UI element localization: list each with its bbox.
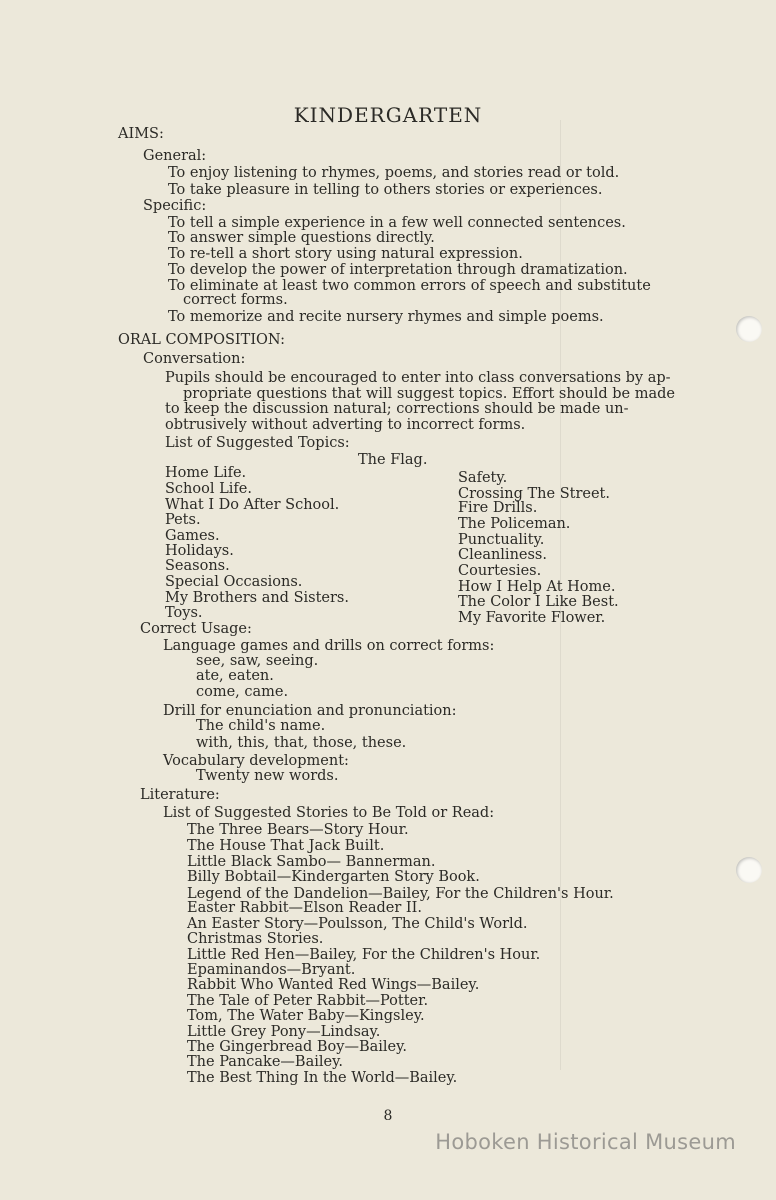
drill-item: The child's name.: [196, 718, 326, 734]
story-item: The Three Bears—Story Hour.: [187, 822, 409, 838]
topic-item: What I Do After School.: [165, 497, 340, 513]
general-aim: To take pleasure in telling to others stories or experiences.: [168, 182, 603, 198]
general-heading: General:: [143, 148, 207, 164]
topic-item: Punctuality.: [458, 532, 545, 548]
story-item: The Tale of Peter Rabbit—Potter.: [187, 993, 429, 1009]
topic-item: Safety.: [458, 470, 508, 486]
topic-item: Games.: [165, 528, 220, 544]
specific-aim: To eliminate at least two common errors of speech and substitute: [168, 278, 651, 294]
story-item: Little Red Hen—Bailey, For the Children's Hour.: [187, 947, 541, 963]
specific-aim: To memorize and recite nursery rhymes and simple poems.: [168, 309, 604, 325]
topic-center: The Flag.: [358, 452, 428, 468]
story-item: The Best Thing In the World—Bailey.: [187, 1070, 458, 1086]
page-title: KINDERGARTEN: [293, 103, 483, 127]
topic-item: How I Help At Home.: [458, 579, 616, 595]
topic-item: My Favorite Flower.: [458, 610, 606, 626]
aims-heading: AIMS:: [118, 126, 164, 142]
conversation-text-line: Pupils should be encouraged to enter into class conversations by ap-: [165, 370, 671, 386]
usage-games: Language games and drills on correct forms:: [163, 638, 495, 654]
conversation-heading: Conversation:: [143, 351, 246, 367]
story-item: An Easter Story—Poulsson, The Child's World.: [187, 916, 528, 932]
topics-heading: List of Suggested Topics:: [165, 435, 350, 451]
page-number: 8: [383, 1108, 393, 1124]
topic-item: Seasons.: [165, 558, 230, 574]
museum-watermark: Hoboken Historical Museum: [435, 1130, 736, 1154]
topic-item: Cleanliness.: [458, 547, 547, 563]
general-aim: To enjoy listening to rhymes, poems, and stories read or told.: [168, 165, 620, 181]
topic-item: School Life.: [165, 481, 252, 497]
story-item: The Gingerbread Boy—Bailey.: [187, 1039, 407, 1055]
story-item: Little Grey Pony—Lindsay.: [187, 1024, 381, 1040]
story-item: Little Black Sambo— Bannerman.: [187, 854, 436, 870]
stories-heading: List of Suggested Stories to Be Told or Read:: [163, 805, 495, 821]
oral-composition-heading: ORAL COMPOSITION:: [118, 332, 285, 348]
topic-item: Fire Drills.: [458, 500, 538, 516]
binder-hole-bottom: [736, 857, 762, 883]
story-item: Christmas Stories.: [187, 931, 324, 947]
drill-heading: Drill for enunciation and pronunciation:: [163, 703, 457, 719]
story-item: The Pancake—Bailey.: [187, 1054, 343, 1070]
topic-item: My Brothers and Sisters.: [165, 590, 349, 606]
story-item: Epaminandos—Bryant.: [187, 962, 356, 978]
story-item: Rabbit Who Wanted Red Wings—Bailey.: [187, 977, 480, 993]
vocabulary-heading: Vocabulary development:: [163, 753, 349, 769]
specific-heading: Specific:: [143, 198, 207, 214]
story-item: Easter Rabbit—Elson Reader II.: [187, 900, 422, 916]
topic-item: Pets.: [165, 512, 201, 528]
topic-item: Courtesies.: [458, 563, 542, 579]
story-item: The House That Jack Built.: [187, 838, 385, 854]
conversation-text-line: propriate questions that will suggest topics. Effort should be made: [183, 386, 676, 402]
specific-aim: To re-tell a short story using natural expression.: [168, 246, 523, 262]
topic-item: Special Occasions.: [165, 574, 303, 590]
topic-item: Crossing The Street.: [458, 486, 610, 502]
specific-aim: To answer simple questions directly.: [168, 230, 435, 246]
story-item: Legend of the Dandelion—Bailey, For the Children's Hour.: [187, 886, 614, 902]
topic-item: Holidays.: [165, 543, 234, 559]
usage-form: ate, eaten.: [196, 668, 274, 684]
conversation-text-line: to keep the discussion natural; corrections should be made un-: [165, 401, 629, 417]
topic-item: Home Life.: [165, 465, 247, 481]
specific-aim: To develop the power of interpretation through dramatization.: [168, 262, 628, 278]
correct-usage-heading: Correct Usage:: [140, 621, 252, 637]
usage-form: come, came.: [196, 684, 289, 700]
usage-form: see, saw, seeing.: [196, 653, 319, 669]
story-item: Tom, The Water Baby—Kingsley.: [187, 1008, 425, 1024]
topic-item: The Policeman.: [458, 516, 571, 532]
literature-heading: Literature:: [140, 787, 220, 803]
vocabulary-item: Twenty new words.: [196, 768, 339, 784]
story-item: Billy Bobtail—Kindergarten Story Book.: [187, 869, 480, 885]
specific-aim: To tell a simple experience in a few well connected sentences.: [168, 215, 626, 231]
drill-item: with, this, that, those, these.: [196, 735, 407, 751]
conversation-text-line: obtrusively without adverting to incorrect forms.: [165, 417, 526, 433]
binder-hole-top: [736, 316, 762, 342]
topic-item: Toys.: [165, 605, 203, 621]
topic-item: The Color I Like Best.: [458, 594, 619, 610]
specific-aim-continued: correct forms.: [183, 292, 288, 308]
